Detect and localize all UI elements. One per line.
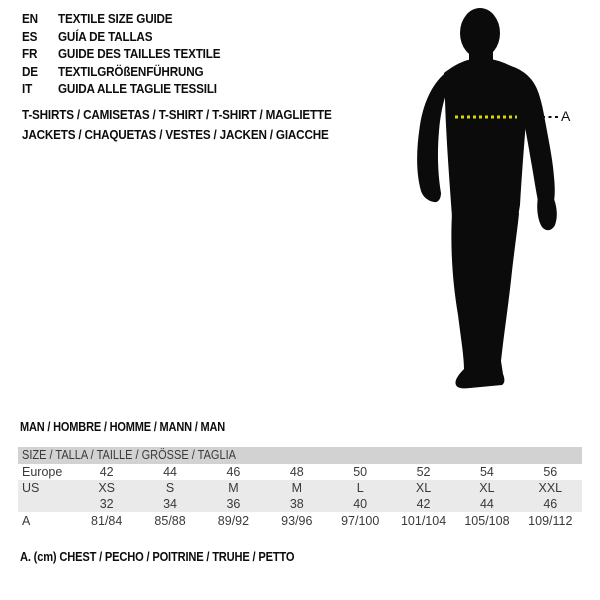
table-cell: 109/112	[528, 514, 573, 528]
language-row	[22, 63, 220, 81]
language-list	[22, 10, 220, 98]
table-cell: 44	[163, 465, 178, 479]
table-cell: 36	[226, 497, 241, 511]
table-cell: 93/96	[281, 514, 313, 528]
table-row-uk	[18, 496, 582, 512]
table-cell: 42	[99, 465, 114, 479]
size-table	[18, 447, 582, 531]
language-code: EN	[22, 11, 38, 26]
table-cell: 46	[226, 465, 241, 479]
table-cell: 56	[543, 465, 558, 479]
language-label: GUIDE DES TAILLES TEXTILE	[58, 46, 221, 62]
language-row	[22, 10, 220, 28]
table-cell: 97/100	[341, 514, 380, 528]
table-cell: M	[228, 481, 239, 495]
table-row-chest-a	[18, 512, 582, 531]
man-silhouette-graphic	[408, 5, 580, 405]
category-line-jackets: JACKETS / CHAQUETAS / VESTES / JACKEN / GIACCHE	[22, 126, 329, 142]
table-cell: 85/88	[154, 514, 186, 528]
category-list	[22, 105, 332, 144]
language-row	[22, 45, 220, 63]
table-cell: XXL	[538, 481, 563, 495]
table-cell: 105/108	[464, 514, 510, 528]
section-title-man: MAN / HOMBRE / HOMME / MANN / MAN	[20, 420, 226, 434]
table-cell: 34	[163, 497, 178, 511]
language-code: FR	[22, 46, 38, 62]
table-cell: 50	[353, 465, 368, 479]
measurement-footnote: A. (cm) CHEST / PECHO / POITRINE / TRUHE / PETTO	[20, 550, 295, 564]
table-cell: 81/84	[91, 514, 123, 528]
table-cell: XS	[98, 481, 116, 495]
category-line-tshirts: T-SHIRTS / CAMISETAS / T-SHIRT / T-SHIRT / MAGLIETTE	[22, 107, 332, 122]
language-row	[22, 28, 220, 46]
table-cell: 46	[543, 497, 558, 511]
table-row-us	[18, 480, 582, 496]
table-row-europe	[18, 464, 582, 480]
size-table-header-label: SIZE / TALLA / TAILLE / GRÖSSE / TAGLIA	[22, 448, 236, 462]
table-cell: 101/104	[400, 514, 447, 528]
row-label: A	[22, 514, 31, 528]
table-cell: 32	[99, 497, 114, 511]
size-figure	[408, 5, 580, 405]
table-cell: 44	[479, 497, 494, 511]
measurement-marker-a: A	[561, 108, 571, 124]
language-row	[22, 80, 220, 98]
language-label: GUÍA DE TALLAS	[58, 28, 153, 44]
size-table-header	[18, 447, 582, 464]
table-cell: 48	[289, 465, 304, 479]
table-cell: XL	[415, 481, 432, 495]
row-label	[18, 496, 75, 512]
table-cell: 52	[416, 465, 431, 479]
row-label: Europe	[22, 465, 63, 479]
table-cell: 54	[479, 465, 494, 479]
language-code: IT	[22, 81, 33, 97]
row-label: US	[22, 481, 40, 495]
man-silhouette	[417, 8, 557, 388]
language-code: DE	[22, 63, 38, 79]
table-cell: 42	[416, 497, 431, 511]
table-cell: M	[291, 481, 303, 495]
table-cell: S	[165, 481, 175, 495]
table-cell: L	[356, 481, 364, 495]
table-cell: 40	[353, 497, 368, 511]
language-code: ES	[22, 28, 38, 44]
table-cell: 89/92	[217, 514, 250, 528]
language-label: TEXTILGRÖßENFÜHRUNG	[58, 63, 204, 79]
language-label: GUIDA ALLE TAGLIE TESSILI	[58, 81, 217, 97]
table-cell: 38	[289, 497, 304, 511]
table-cell: XL	[479, 481, 495, 495]
language-label: TEXTILE SIZE GUIDE	[58, 11, 173, 26]
